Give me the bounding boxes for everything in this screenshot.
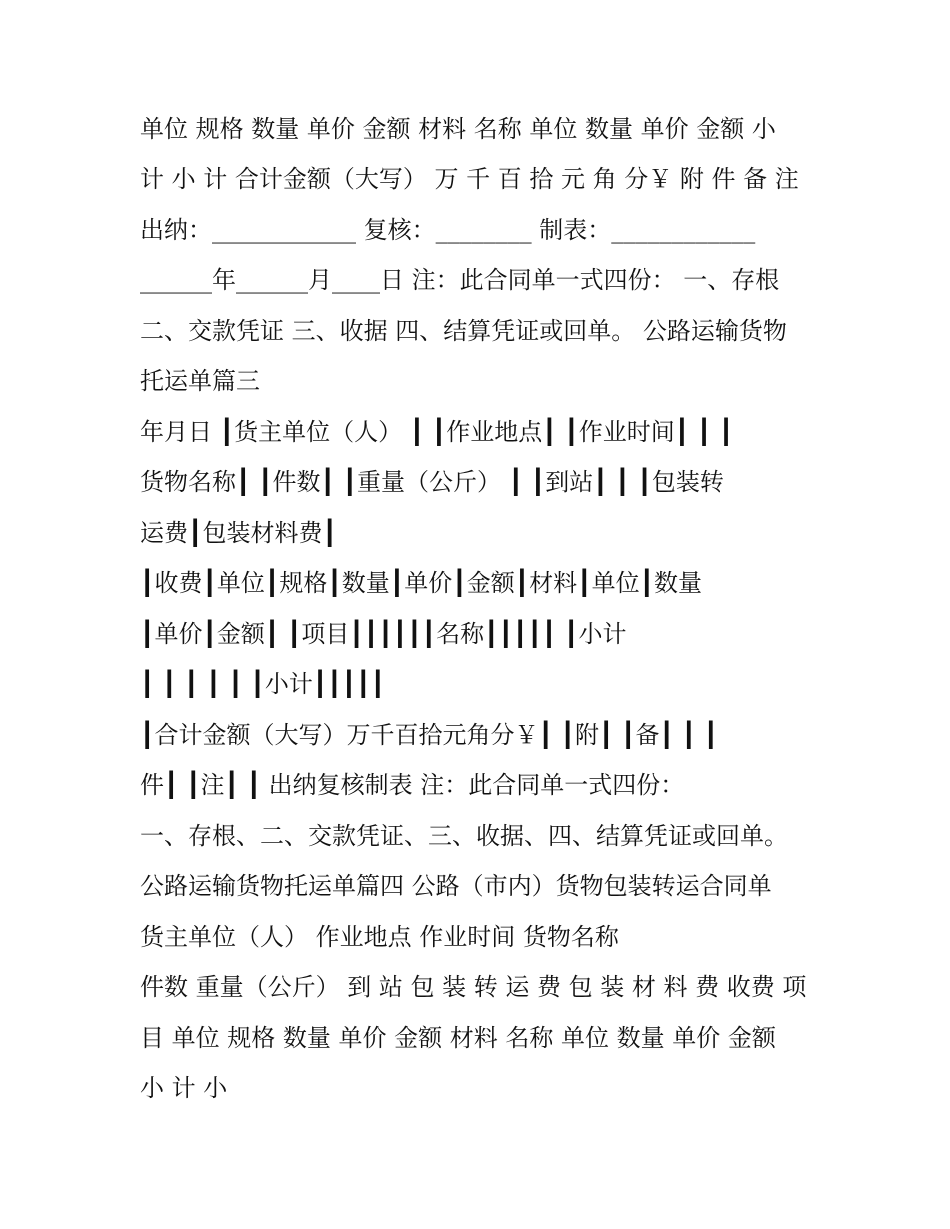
text-line: 单位 规格 数量 单价 金额 材料 名称 单位 数量 单价 金额 小 (140, 115, 776, 143)
text-line: ┃ ┃ ┃ ┃ ┃ ┃小计┃┃┃┃┃ (140, 670, 386, 698)
text-line: 货物名称┃ ┃件数┃ ┃重量（公斤） ┃ ┃到站┃ ┃ ┃包装转 (140, 468, 724, 496)
text-line: ┃单价┃金额┃ ┃项目┃┃┃┃┃┃名称┃┃┃┃┃ ┃小计 (140, 620, 627, 648)
text-line: ┃合计金额（大写）万千百拾元角分￥┃ ┃附┃ ┃备┃ ┃ ┃ (140, 721, 719, 749)
text-line: 一、存根、二、交款凭证、三、收据、四、结算凭证或回单。 (140, 822, 788, 850)
text-line: 货主单位（人） 作业地点 作业时间 货物名称 (140, 923, 619, 951)
text-line: 件数 重量（公斤） 到 站 包 装 转 运 费 包 装 材 料 费 收费 项 (140, 973, 807, 1001)
text-line: 出纳：____________ 复核：________ 制表：____________ (140, 216, 756, 244)
text-line: ┃收费┃单位┃规格┃数量┃单价┃金额┃材料┃单位┃数量 (140, 569, 703, 597)
text-line: 年月日 ┃货主单位（人） ┃ ┃作业地点┃ ┃作业时间┃ ┃ ┃ (140, 418, 734, 446)
text-line: ______年______月____日 注：此合同单一式四份： 一、存根 (140, 266, 780, 294)
text-line: 运费┃包装材料费┃ (140, 519, 337, 547)
text-line: 小 计 小 (140, 1074, 228, 1102)
text-line: 二、交款凭证 三、收据 四、结算凭证或回单。 公路运输货物 (140, 317, 787, 345)
text-line: 托运单篇三 (140, 367, 260, 395)
text-line: 目 单位 规格 数量 单价 金额 材料 名称 单位 数量 单价 金额 (140, 1024, 776, 1052)
text-line: 公路运输货物托运单篇四 公路（市内）货物包装转运合同单 (140, 872, 772, 900)
text-line: 件┃ ┃注┃ ┃ 出纳复核制表 注：此合同单一式四份： (140, 771, 685, 799)
text-line: 计 小 计 合计金额（大写） 万 千 百 拾 元 角 分￥ 附 件 备 注 (140, 165, 799, 193)
